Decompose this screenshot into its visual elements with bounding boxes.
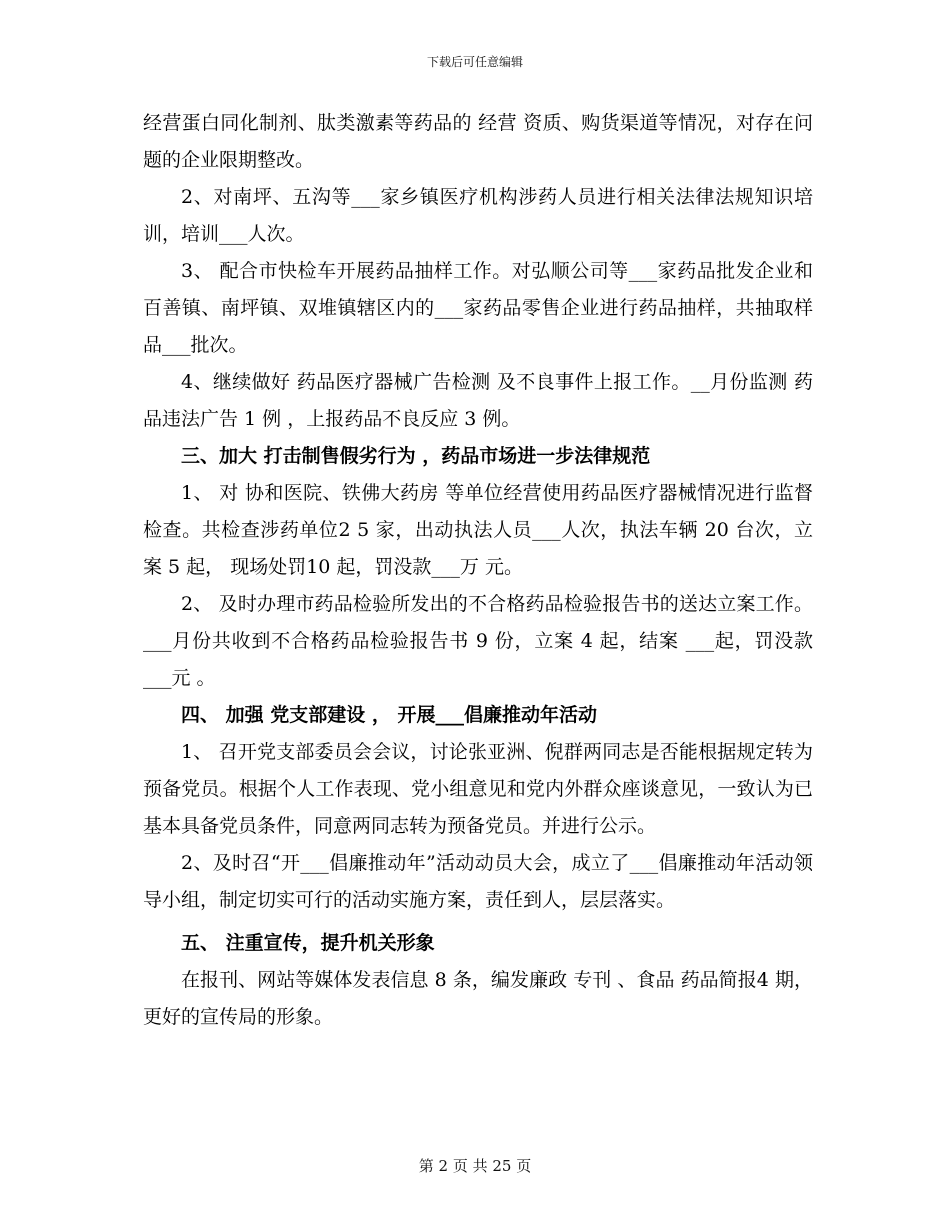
paragraph: 经营蛋白同化制剂、肽类激素等药品的 经营 资质、购货渠道等情况，对存在问题的企业限期整改。 [143,112,813,171]
section-heading: 五、 注重宣传，提升机关形象 [181,932,435,954]
paragraph: 2、及时召“开___倡廉推动年”活动动员大会，成立了___倡廉推动年活动领导小组，制定切实可行的活动实施方案，责任到人，层层落实。 [143,852,813,911]
section-heading: 四、 加强 党支部建设 ， 开展___倡廉推动年活动 [181,704,597,726]
paragraph: 4、继续做好 药品医疗器械广告检测 及不良事件上报工作。__月份监测 药品违法广告 1 例 ，上报药品不良反应 3 例。 [143,371,813,430]
page-footer: 第 2 页 共 25 页 [418,1157,532,1175]
paragraph: 1、 对 协和医院、铁佛大药房 等单位经营使用药品医疗器械情况进行监督检查。共检查涉药单位2 5 家，出动执法人员___人次，执法车辆 20 台次，立案 5 起， 现场处罚10 起，罚没款___万 元。 [143,482,813,578]
paragraph: 2、对南坪、五沟等___家乡镇医疗机构涉药人员进行相关法律法规知识培训，培训___人次。 [143,186,813,245]
page-header: 下载后可任意编辑 [426,55,523,69]
document-body [143,105,813,1036]
paragraph: 1、 召开党支部委员会会议，讨论张亚洲、倪群两同志是否能根据规定转为预备党员。根据个人工作表现、党小组意见和党内外群众座谈意见，一致认为已基本具备党员条件，同意两同志转为预备党员。并进行公示。 [143,741,813,837]
paragraph: 3、 配合市快检车开展药品抽样工作。对弘顺公司等___家药品批发企业和百善镇、南坪镇、双堆镇辖区内的___家药品零售企业进行药品抽样，共抽取样品___批次。 [143,260,813,356]
paragraph: 在报刊、网站等媒体发表信息 8 条，编发廉政 专刊 、食品 药品简报4 期，更好的宣传局的形象。 [143,969,813,1028]
paragraph: 2、 及时办理市药品检验所发出的不合格药品检验报告书的送达立案工作。 ___月份共收到不合格药品检验报告书 9 份，立案 4 起，结案 ___起，罚没款 ___元 。 [143,593,813,689]
section-heading: 三、加大 打击制售假劣行为 ，药品市场进一步法律规范 [181,445,651,467]
